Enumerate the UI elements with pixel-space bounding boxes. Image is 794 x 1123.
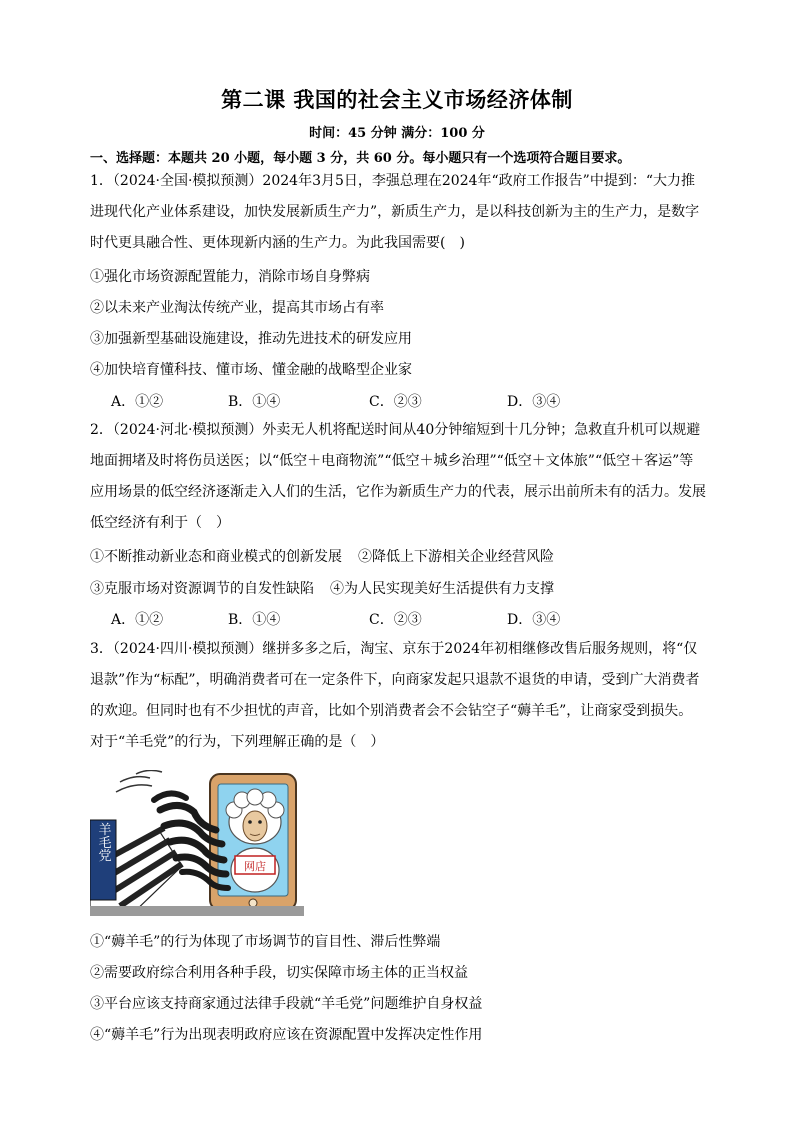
cartoon-illustration [90,770,304,916]
motion-lines [116,770,162,792]
question-2-options-row-2 [90,578,554,598]
question-3-option-2: ②需要政府综合利用各种手段，切实保障市场主体的正当权益 [90,965,468,981]
question-1-option-2: ②以未来产业淘汰传统产业，提高其市场占有率 [90,300,384,316]
question-2-option-4: ④为人民实现美好生活提供有力支撑 [330,581,554,597]
question-3-option-3: ③平台应该支持商家通过法律手段就“羊毛党”问题维护自身权益 [90,996,483,1012]
choice-d[interactable]: D．③④ [507,612,561,628]
question-1-option-3: ③加强新型基础设施建设，推动先进技术的研发应用 [90,331,412,347]
question-2-option-3: ③克服市场对资源调节的自发性缺陷 [90,581,314,597]
question-3-option-1: ①“薅羊毛”的行为体现了市场调节的盲目性、滞后性弊端 [90,934,441,950]
question-2-option-2: ②降低上下游相关企业经营风险 [358,549,554,565]
choice-b[interactable]: B．①④ [228,612,281,628]
page-title: 第二课 我国的社会主义市场经济体制 [221,88,573,112]
section-heading: 一、选择题：本题共 20 小题，每小题 3 分，共 60 分。每小题只有一个选项符合题目要求。 [90,151,631,166]
phone-button [249,899,257,907]
grabbing-arms [90,793,228,916]
shop-sign-label: 网店 [244,860,266,873]
choice-c[interactable]: C．②③ [369,394,422,410]
sleeve-label-char-1: 羊毛党 [95,822,111,862]
question-1-option-1: ①强化市场资源配置能力，消除市场自身弊病 [90,269,370,285]
choice-a[interactable]: A．①② [111,612,164,628]
cartoon-svg [90,770,304,916]
question-2-stem: 2．（2024·河北·模拟预测）外卖无人机将配送时间从40分钟缩短到十几分钟；急救直升机可以规避地面拥堵及时将伤员送医；以“低空＋电商物流”“低空＋城乡治理”“低空＋文体旅”“低空＋客运”等应用场景的低空经济逐渐走入人们的生活，它作为新质生产力的代表，展示出前所未有的活力。发展低空经济有利于（ ） [90,422,706,531]
question-3-option-4: ④“薅羊毛”行为出现表明政府应该在资源配置中发挥决定性作用 [90,1027,483,1043]
question-3-stem: 3．（2024·四川·模拟预测）继拼多多之后，淘宝、京东于2024年初相继修改售后服务规则，将“仅退款”作为“标配”，明确消费者可在一定条件下，向商家发起只退款不退货的申请，受到广大消费者的欢迎。但同时也有不少担忧的声音，比如个别消费者会不会钻空子“薅羊毛”，让商家受到损失。对于“羊毛党”的行为，下列理解正确的是（ ） [90,641,700,750]
choice-a[interactable]: A．①② [111,394,164,410]
question-2-option-1: ①不断推动新业态和商业模式的创新发展 [90,549,342,565]
question-2-options-row-1 [90,546,554,566]
choice-c[interactable]: C．②③ [369,612,422,628]
ground-strip [90,906,304,916]
question-1-option-4: ④加快培育懂科技、懂市场、懂金融的战略型企业家 [90,362,412,378]
choice-b[interactable]: B．①④ [228,394,281,410]
choice-d[interactable]: D．③④ [507,394,561,410]
question-1-stem: 1．（2024·全国·模拟预测）2024年3月5日，李强总理在2024年“政府工作报告”中提到：“大力推进现代化产业体系建设，加快发展新质生产力”，新质生产力，是以科技创新为主的生产力，是数字时代更具融合性、更体现新内涵的生产力。为此我国需要( ) [90,173,700,251]
exam-meta: 时间：45 分钟 满分：100 分 [309,126,485,141]
